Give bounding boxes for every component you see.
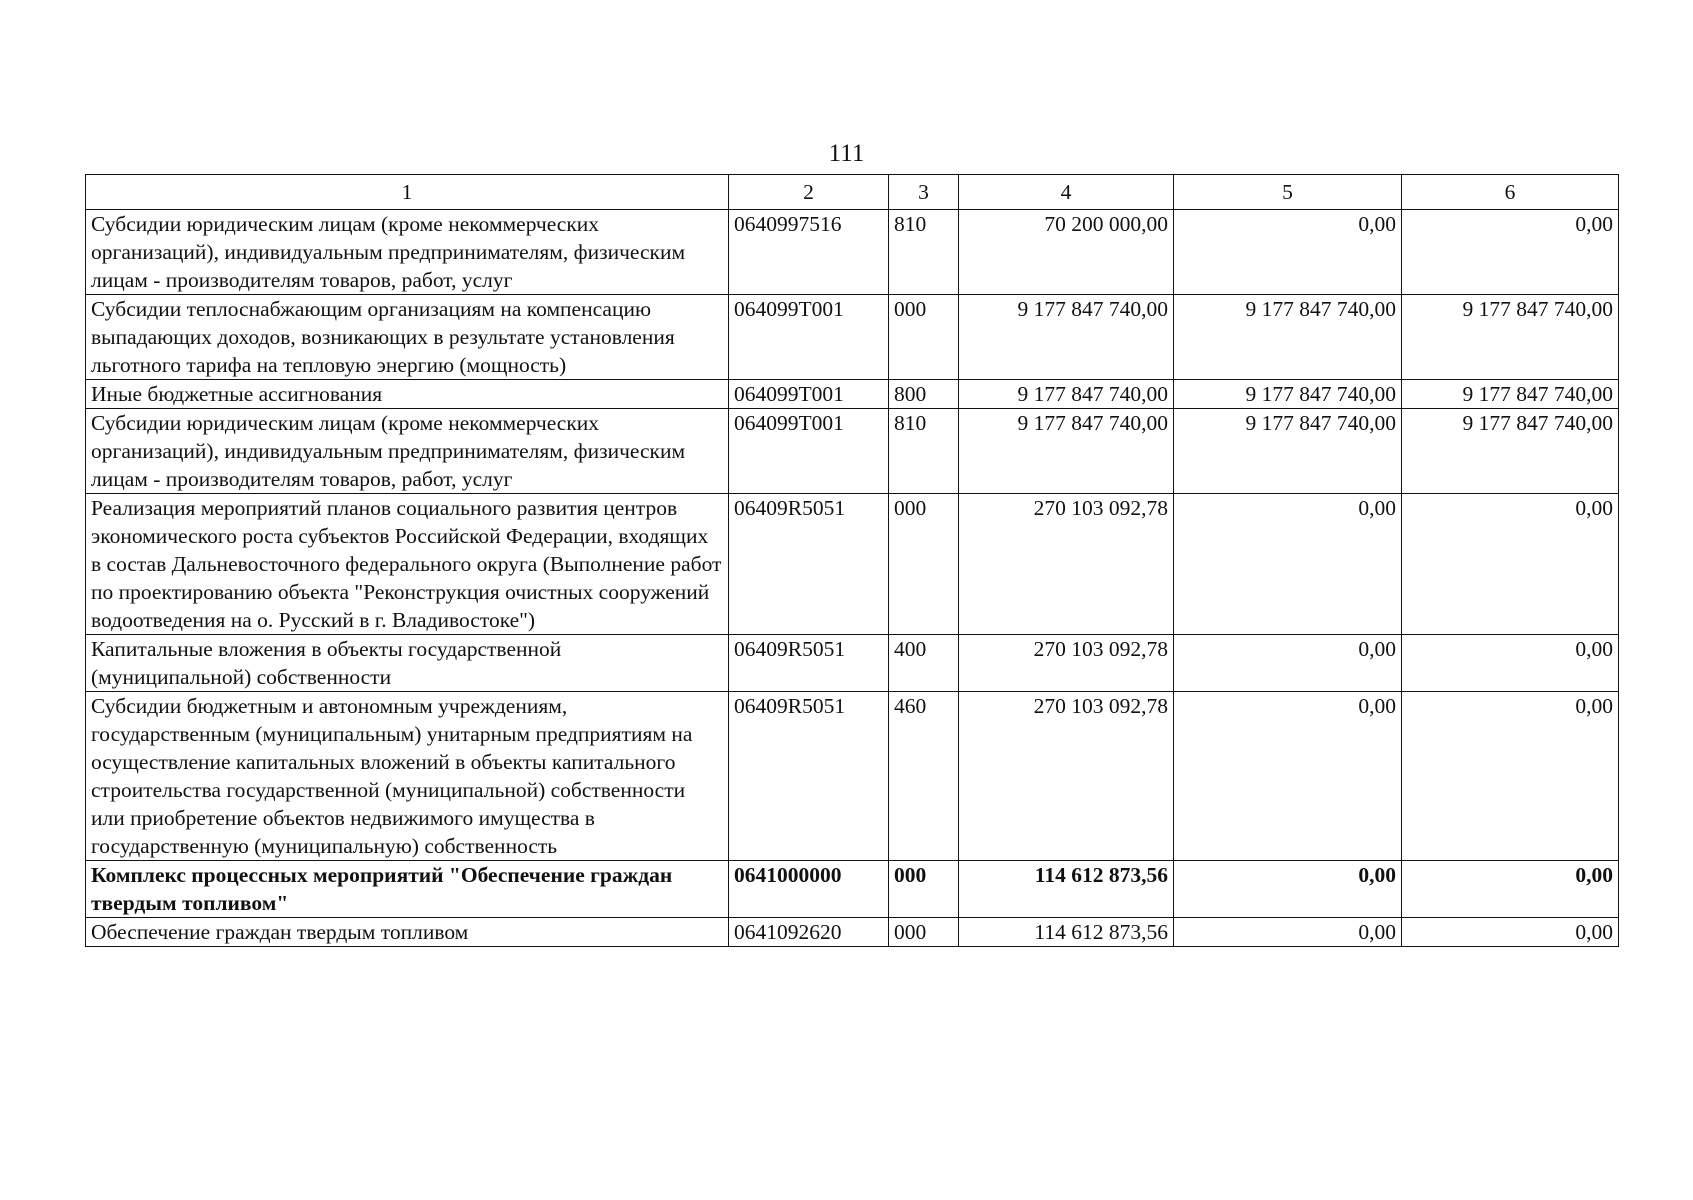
expense-type-cell: 810 xyxy=(889,210,959,295)
amount-year-1-cell: 270 103 092,78 xyxy=(959,494,1174,635)
amount-year-1-cell: 114 612 873,56 xyxy=(959,918,1174,947)
amount-year-1-cell: 270 103 092,78 xyxy=(959,692,1174,861)
amount-year-3-cell: 0,00 xyxy=(1402,635,1619,692)
amount-year-1-cell: 9 177 847 740,00 xyxy=(959,295,1174,380)
table-row xyxy=(86,692,1619,861)
table-header-row xyxy=(86,175,1619,210)
item-name-cell: Субсидии юридическим лицам (кроме некоммерческих организаций), индивидуальным предпринимателям, физическим лицам - производителям товаров, работ, услуг xyxy=(86,210,729,295)
target-code-cell: 06409R5051 xyxy=(729,692,889,861)
amount-year-2-cell: 0,00 xyxy=(1174,494,1402,635)
amount-year-1-cell: 9 177 847 740,00 xyxy=(959,380,1174,409)
target-code-cell: 06409R5051 xyxy=(729,635,889,692)
amount-year-3-cell: 0,00 xyxy=(1402,494,1619,635)
amount-year-2-cell: 0,00 xyxy=(1174,210,1402,295)
column-header: 5 xyxy=(1174,175,1402,210)
amount-year-3-cell: 0,00 xyxy=(1402,861,1619,918)
amount-year-2-cell: 9 177 847 740,00 xyxy=(1174,295,1402,380)
table-row xyxy=(86,635,1619,692)
expense-type-cell: 000 xyxy=(889,295,959,380)
budget-table xyxy=(85,174,1619,947)
amount-year-3-cell: 0,00 xyxy=(1402,692,1619,861)
amount-year-1-cell: 9 177 847 740,00 xyxy=(959,409,1174,494)
item-name-cell: Капитальные вложения в объекты государственной (муниципальной) собственности xyxy=(86,635,729,692)
page-number: 111 xyxy=(828,140,865,167)
expense-type-cell: 810 xyxy=(889,409,959,494)
amount-year-3-cell: 9 177 847 740,00 xyxy=(1402,295,1619,380)
table-row xyxy=(86,210,1619,295)
table-row xyxy=(86,380,1619,409)
amount-year-1-cell: 270 103 092,78 xyxy=(959,635,1174,692)
table-row xyxy=(86,295,1619,380)
amount-year-1-cell: 114 612 873,56 xyxy=(959,861,1174,918)
item-name-cell: Обеспечение граждан твердым топливом xyxy=(86,918,729,947)
item-name-cell: Иные бюджетные ассигнования xyxy=(86,380,729,409)
table-row xyxy=(86,409,1619,494)
target-code-cell: 064099Т001 xyxy=(729,380,889,409)
expense-type-cell: 460 xyxy=(889,692,959,861)
amount-year-2-cell: 0,00 xyxy=(1174,861,1402,918)
item-name-cell: Субсидии юридическим лицам (кроме некоммерческих организаций), индивидуальным предпринимателям, физическим лицам - производителям товаров, работ, услуг xyxy=(86,409,729,494)
column-header: 6 xyxy=(1402,175,1619,210)
target-code-cell: 0640997516 xyxy=(729,210,889,295)
target-code-cell: 064099Т001 xyxy=(729,409,889,494)
amount-year-3-cell: 9 177 847 740,00 xyxy=(1402,380,1619,409)
item-name-cell: Субсидии теплоснабжающим организациям на компенсацию выпадающих доходов, возникающих в результате установления льготного тарифа на тепловую энергию (мощность) xyxy=(86,295,729,380)
table-row xyxy=(86,918,1619,947)
amount-year-3-cell: 0,00 xyxy=(1402,918,1619,947)
column-header: 4 xyxy=(959,175,1174,210)
expense-type-cell: 000 xyxy=(889,494,959,635)
amount-year-2-cell: 0,00 xyxy=(1174,635,1402,692)
amount-year-3-cell: 9 177 847 740,00 xyxy=(1402,409,1619,494)
table-row xyxy=(86,861,1619,918)
table-row xyxy=(86,494,1619,635)
amount-year-2-cell: 0,00 xyxy=(1174,692,1402,861)
target-code-cell: 0641092620 xyxy=(729,918,889,947)
amount-year-1-cell: 70 200 000,00 xyxy=(959,210,1174,295)
expense-type-cell: 400 xyxy=(889,635,959,692)
column-header: 1 xyxy=(86,175,729,210)
target-code-cell: 06409R5051 xyxy=(729,494,889,635)
expense-type-cell: 000 xyxy=(889,861,959,918)
item-name-cell: Субсидии бюджетным и автономным учреждениям, государственным (муниципальным) унитарным предприятиям на осуществление капитальных вложений в объекты капитального строительства государственной (муниципальной) собственности или приобретение объектов недвижимого имущества в государственную (муниципальную) собственность xyxy=(86,692,729,861)
expense-type-cell: 800 xyxy=(889,380,959,409)
column-header: 3 xyxy=(889,175,959,210)
amount-year-2-cell: 0,00 xyxy=(1174,918,1402,947)
item-name-cell: Комплекс процессных мероприятий "Обеспечение граждан твердым топливом" xyxy=(86,861,729,918)
target-code-cell: 0641000000 xyxy=(729,861,889,918)
amount-year-2-cell: 9 177 847 740,00 xyxy=(1174,380,1402,409)
item-name-cell: Реализация мероприятий планов социального развития центров экономического роста субъектов Российской Федерации, входящих в состав Дальневосточного федерального округа (Выполнение работ по проектированию объекта "Реконструкция очистных сооружений водоотведения на о. Русский в г. Владивостоке") xyxy=(86,494,729,635)
amount-year-2-cell: 9 177 847 740,00 xyxy=(1174,409,1402,494)
expense-type-cell: 000 xyxy=(889,918,959,947)
target-code-cell: 064099Т001 xyxy=(729,295,889,380)
amount-year-3-cell: 0,00 xyxy=(1402,210,1619,295)
column-header: 2 xyxy=(729,175,889,210)
